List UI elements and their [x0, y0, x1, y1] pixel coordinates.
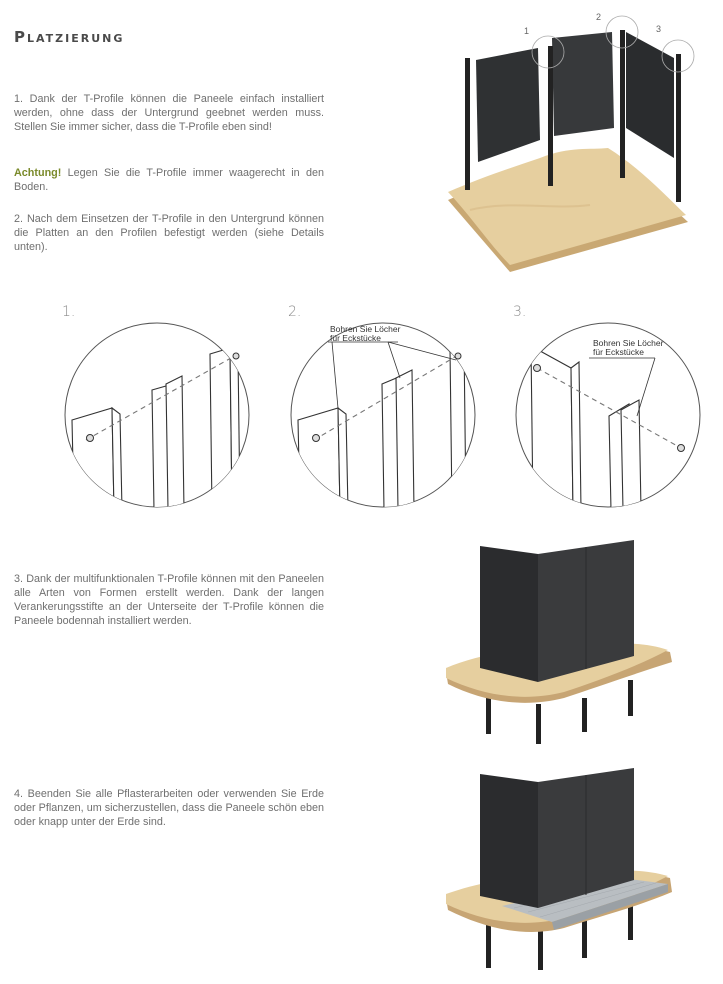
drill-label-1-line1: Bohren Sie Löcher	[330, 324, 401, 334]
drill-label-1-line2: für Eckstücke	[330, 333, 382, 343]
warning-text: Legen Sie die T-Profile immer waagerecht in den Boden.	[14, 167, 324, 193]
page-title: Platzierung	[14, 28, 125, 46]
detail-step-2: 2.	[288, 304, 302, 320]
warning-label: Achtung!	[14, 167, 62, 179]
instruction-4: 4. Beenden Sie alle Pflasterarbeiten oder verwenden Sie Erde oder Pflanzen, um sicherzustellen, dass die Paneele schön eben oder knapp unter der Erde sind.	[14, 788, 324, 828]
instruction-2: 2. Nach dem Einsetzen der T-Profile in den Untergrund können die Platten an den Profilen befestigt werden (siehe Details unten).	[14, 213, 324, 253]
callout-label-1: 1	[524, 26, 530, 36]
detail-circle-3	[513, 320, 703, 510]
drill-label-2-line2: für Eckstücke	[593, 347, 645, 357]
instruction-3: 3. Dank der multifunktionalen T-Profile können mit den Paneelen alle Arten von Formen erstellt werden. Dank der langen Verankerungsstifte an der Unterseite der T-Profile können die Paneele bodennah installiert werden.	[14, 573, 324, 627]
detail-circle-2	[288, 320, 478, 510]
callout-label-3: 3	[656, 24, 662, 34]
overview-illustration	[440, 10, 720, 280]
detail-step-3: 3.	[513, 304, 527, 320]
detail-step-1: 1.	[62, 304, 76, 320]
instruction-1: 1. Dank der T-Profile können die Paneele einfach installiert werden, ohne dass der Untergrund geebnet werden muss. Stellen Sie immer sicher, dass die T-Profile eben sind!	[14, 93, 324, 133]
paving-finish-illustration	[444, 768, 684, 976]
callout-label-2: 2	[596, 12, 602, 22]
drill-label-2-line1: Bohren Sie Löcher	[593, 338, 664, 348]
detail-circle-1	[62, 320, 252, 510]
warning-note	[14, 166, 324, 194]
ground-install-illustration	[444, 538, 684, 748]
